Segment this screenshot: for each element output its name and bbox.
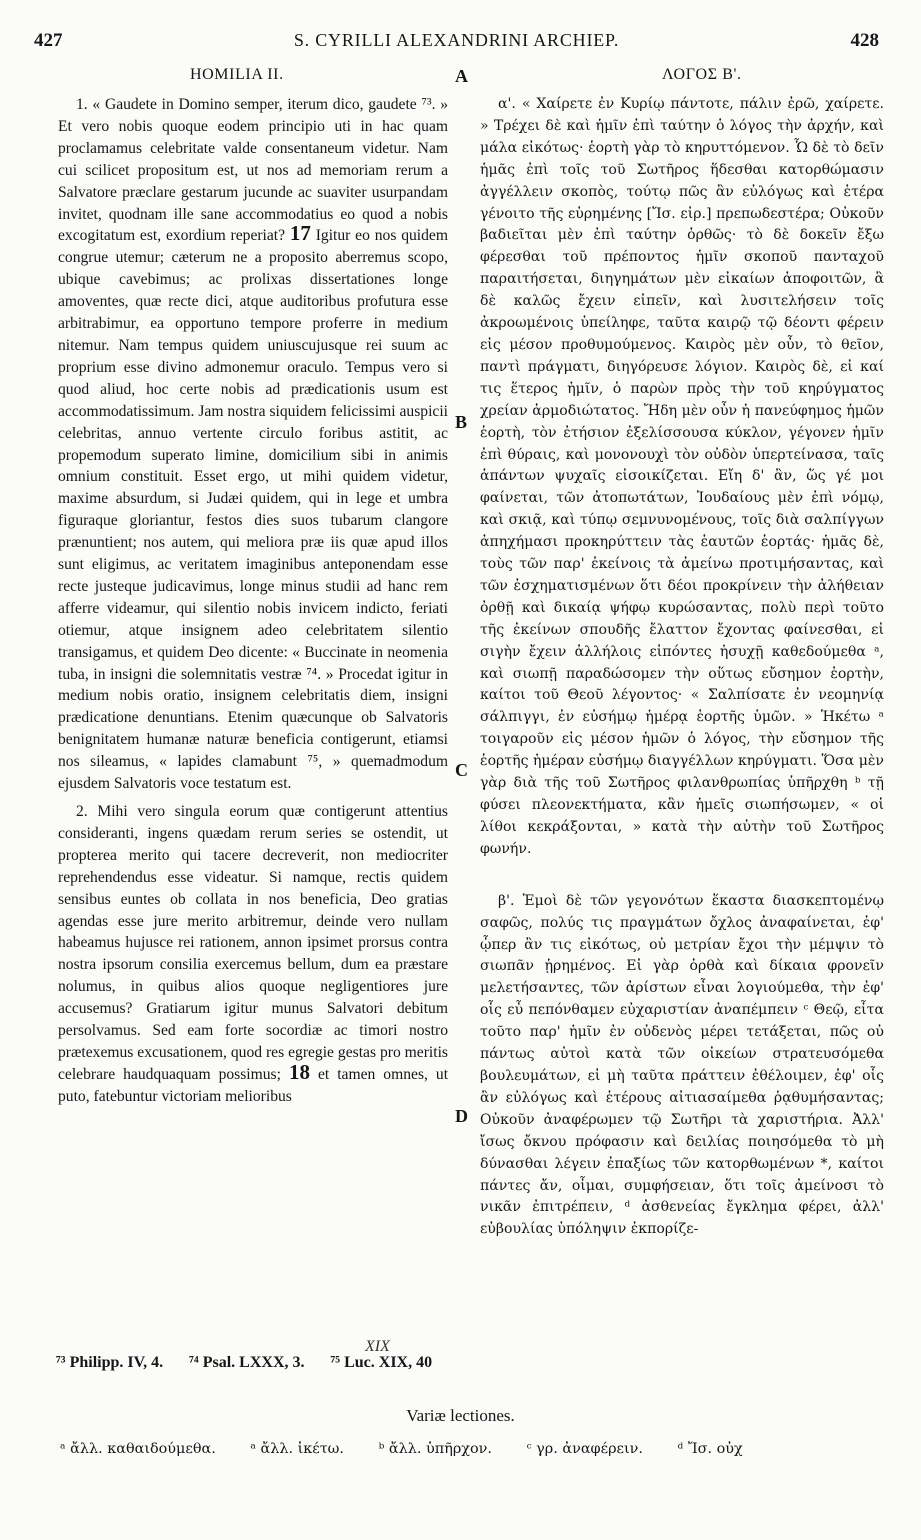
latin-text-1b: Igitur eo nos quidem congrue utemur; cæterum ne a proposito aberremus scopo, ubique cavebimus; ac prolixas dissertationes longe amoventes, quæ recte dici, atque auditoribus profutura esse arbitrabimur, ea opportuno tempore proferre in medium nitemur. Nam tempus quidem uniuscujusque rei suum ac proprium esse divino admonemur oraculo. Tempus vero si quod aliud, hoc certe nobis ad prædicationis usum est accommodatissimum. Jam nostra siquidem felicissimi auspicii celebritas, annuo vertente circulo foribus astitit, ac propemodum superato limine, domicilium sibi in animis omnium constituit. Esset ergo, ut mihi quidem videtur, maxime absurdum, si Judæi quidem, qui in lege et umbra figuraque gloriantur, festos dies suos tubarum clangore prænuntient; nos autem, qui meliora præ iis quæ apud illos sunt eligimus, ac veritatem imaginibus anteponendam esse recte justeque judicavimus, longe minus studii ad hanc rem afferre videamur, qui silentio nobis invicem indicto, feriati otiemur, atque insignem adeo celebritatem silentio transigamus, et quidem Deo dicente: « Buccinate in neomenia tuba, in insigni die solemnitatis vestræ ⁷⁴. » Procedat igitur in medium nobis oratio, insignem celebritatis diem, insigni prædicatione denuntians. Etenim quæcunque ob Salvatoris benignitatem humanæ naturæ beneficia contigerunt, etiamsi nos sileamus, « lapides clamabunt ⁷⁵, » quemadmodum ejusdem Salvatoris voce testatum est. (58, 227, 448, 793)
footnotes (56, 1354, 466, 1372)
latin-column (58, 94, 448, 1108)
greek-paragraph-2: β'. Ἐμοὶ δὲ τῶν γεγονότων ἕκαστα διασκεπτομένῳ σαφῶς, πολύς τις πραγμάτων ὄχλος ἀναφαίνεται, ἐφ' ᾧπερ ἂν τις εἰκότως, οὐ μετρίαν ἔχοι τὴν μέμψιν τὸ σιωπᾶν ᾑρημένος. Εἰ γὰρ ὀρθὰ καὶ δίκαια φρονεῖν μελετήσαντες, τῶν ἀρίστων εἶναι λογιούμεθα, τὴν ἐφ' οἷς εὖ πεπόνθαμεν εὐχαριστίαν ἀναπέμπειν ᶜ Θεῷ, εἶτα τοῦτο παρ' ἡμῖν ἐν οὐδενὸς μέρει τετάξεται, πῶς οὐ πάντως αὐτοὶ κατὰ τῶν οἰκείων στρατευσόμεθα βουλευμάτων, εἰ μὴ ταῦτα πράττειν ἐθέλοιμεν, ἐφ' οἷς ἂν εὐλόγως καὶ ἑτέρους αἰτιασαίμεθα ῥᾳθυμήσαντας; Οὐκοῦν ἀναφέρωμεν τῷ Σωτῆρι τὰ χαριστήρια. Ἀλλ' ἴσως ὄκνου πρόφασιν καὶ δειλίας ποιησόμεθα τὸ μὴ δύνασθαι λέγειν ἐπαξίως τῶν κατορθωμένων *, καίτοι πάντες ἄν, οἶμαι, συμφήσειαν, ὅτι τοῖς ἀμείνοσι τὸ νικᾶν ἐπιτρέπειν, ᵈ ἀσθενείας ἔγκλημα φέρει, ἀλλ' εὐβουλίας ὑπόληψιν ἐκπορίζε- (480, 892, 884, 1238)
variant-reading: ᵈ Ἴσ. οὐχ (677, 1441, 743, 1457)
column-number-18: 18 (288, 1059, 310, 1084)
greek-column (480, 94, 884, 1241)
section-marker-a: A (455, 66, 468, 86)
variae-lectiones-list (60, 1441, 910, 1457)
latin-text-2a: 2. Mihi vero singula eorum quæ contigerunt attentius consideranti, ingens quædam rerum series se ostendit, ut propterea merito qui tacere decreverit, non mediocriter reprehendendus esse videatur. Si namque, rectis quidem sensibus euntes ob collata in nos beneficia, Deo gratias agendas esse jure merito arbitremur, deinde vero nullam habeamus hujusce rei rationem, annon ipsimet prorsus contra nostra ipsorum consilia exercemus bellum, dum ea præstare nolumus, in quibus alios quoque negligentiores jure accusemus? Gratiarum igitur munus Salvatori debitum persolvamus. Sed eam forte socordiæ ac timori nostro prætexemus excusationem, quod res egregie gestas pro meritis celebrare haudquaquam possimus; (58, 803, 448, 1083)
greek-column-heading: ΛΟΓΟΣ Β'. (662, 66, 742, 83)
variant-reading: ᵃ ἄλλ. καθαιδούμεθα. (60, 1441, 216, 1457)
footnote-73: ⁷³ Philipp. IV, 4. (56, 1354, 164, 1371)
footnote-75: ⁷⁵ Luc. XIX, 40 (330, 1354, 433, 1371)
variae-lectiones-title: Variæ lectiones. (406, 1406, 515, 1425)
latin-text-1a: 1. « Gaudete in Domino semper, iterum dico, gaudete ⁷³. » Et vero nobis quoque eodem principio uti in hac quam proclamamus celebritate valde consentaneum videtur. Nam cui scilicet propositum est, ut nos ad memoriam rerum a Salvatore præclare gestarum jucunde ac suaviter usurpandam invitet, quodnam ille sane accommodatius eo quod a nobis excogitatum est, exordium reperiat? (58, 96, 448, 245)
variant-reading: ᵇ ἄλλ. ὑπῆρχον. (378, 1441, 493, 1457)
handwritten-note: XIX (365, 1338, 390, 1355)
footnote-74: ⁷⁴ Psal. LXXX, 3. (189, 1354, 305, 1371)
greek-paragraph-1: α'. « Χαίρετε ἐν Κυρίῳ πάντοτε, πάλιν ἐρῶ, χαίρετε. » Τρέχει δὲ καὶ ἡμῖν ἐπὶ ταύτην ὁ λόγος τὴν ἀρχήν, καὶ μάλα εἰκότως· ἑορτὴ γὰρ τὸ κηρυττόμενον. Ὧ δὲ τὸ δεῖν ἡμᾶς ἐπὶ τοῖς τοῦ Σωτῆρος ἥδεσθαι κατορθώμασιν ἀγγέλλειν σκοπὸς, τούτῳ πῶς ἂν εὐλόγως καὶ ἑτέρα γένοιτο τῆς εὑρημένης [Ἴσ. εἰρ.] πρεπωδεστέρα; Οὐκοῦν βαδιεῖται μὲν ἐπὶ ταύτην ὀρθῶς· τὸ δὲ δοκεῖν ἔξω φέρεσθαι τοῦ πρέποντος ἡμῖν σκοποῦ πανταχοῦ παραιτήσεται, διηγημάτων μὲν εἰκαίων ἀποφοιτῶν, ἃ δὲ καλῶς ἔχειν εἰπεῖν, καὶ λυσιτελήσειν τοῖς ἀκροωμένοις ὑπείληφε, ταῦτα καιρῷ τῷ δέοντι φέρειν εἰς μέσον προθυμούμενος. Καιρὸς μὲν οὖν, τὸ θεῖον, παντὶ πράγματι, διηγόρευσε λόγιον. Καιρὸς δὲ, εἰ καί τις ἕτερος ἡμῖν, ὁ παρὼν πρὸς τὴν τοῦ κηρύγματος χρείαν ἁρμοδιώτατος. Ἤδη μὲν οὖν ἡ πανεύφημος ἡμῶν ἑορτὴ, τὸν ἐτήσιον ἐξελίσσουσα κύκλον, γέγονεν ἡμῖν ἐπὶ θύραις, καὶ μονονουχὶ τὸν οὐδὸν ὑπερτείνασα, ταῖς ἁπάντων ψυχαῖς εἰσοικίζεται. Εἴη δ' ἂν, ὥς γέ μοι φαίνεται, τῶν ἀτοπωτάτων, Ἰουδαίους μὲν ἐπὶ νόμῳ, καὶ σκιᾷ, καὶ τύπῳ σεμνυνομένους, τοῖς διὰ σαλπίγγων ἀπηχήμασι προκηρύττειν τὰς ἑαυτῶν ἑορτάς· ἡμᾶς δὲ, τοὺς τῶν παρ' ἐκείνοις τὰ ἀμείνω προτιμήσαντας, καὶ τῶν ἐσχηματισμένων ὅτι δέοι προκρίνειν τὴν ἀλήθειαν ὀρθῇ καὶ δικαίᾳ ψήφῳ κυρώσαντας, πολὺ περὶ τοῦτο τῆς ἐκείνων σπουδῆς ἔλαττον ἔχοντας φαίνεσθαι, εἰ σιγὴν ἔχειν ἀλλήλοις εἰπόντες ἡσυχῇ καθεδούμεθα ᵃ, καὶ σιωπῇ παραδώσομεν τὴν οὕτως εὔσημον ἑορτὴν, καίτοι τοῦ Θεοῦ λέγοντος· « Σαλπίσατε ἐν νεομηνίᾳ σάλπιγγι, ἐν εὐσήμῳ ἡμέρᾳ ἑορτῆς ὑμῶν. » Ἡκέτω ᵃ τοιγαροῦν εἰς μέσον ἡμῶν ὁ λόγος, τὴν εὔσημον τῆς ἑορτῆς ἡμέραν εὐσήμῳ διαγγέλλων κηρύγματι. Ὅσα μὲν γὰρ διὰ τῆς τοῦ Σωτῆρος φιλανθρωπίας ὑπῆρχθη ᵇ τῇ φύσει πλεονεκτήματα, κἂν ἡμεῖς σιωπήσωμεν, « οἱ λίθοι κεκράξονται, » κατὰ τὴν αὐτὴν τοῦ Σωτῆρος φωνήν. (480, 96, 884, 857)
variant-reading: ᶜ γρ. ἀναφέρειν. (526, 1441, 643, 1457)
page-header (34, 30, 879, 54)
latin-paragraph-2 (58, 801, 448, 1108)
latin-paragraph-1 (58, 94, 448, 795)
section-marker-d: D (455, 1106, 468, 1126)
latin-column-heading: HOMILIA II. (190, 66, 284, 83)
section-marker-c: C (455, 760, 468, 780)
running-title: S. CYRILLI ALEXANDRINI ARCHIEP. (293, 30, 620, 50)
page-number-left: 427 (34, 30, 63, 51)
section-marker-b: B (455, 412, 468, 432)
variant-reading: ᵃ ἄλλ. ἱκέτω. (250, 1441, 344, 1457)
column-number-17: 17 (289, 221, 311, 246)
latin-text-2b: et tamen omnes, ut puto, fatebuntur victoriam melioribus (58, 1065, 449, 1105)
page-number-right: 428 (850, 30, 879, 51)
